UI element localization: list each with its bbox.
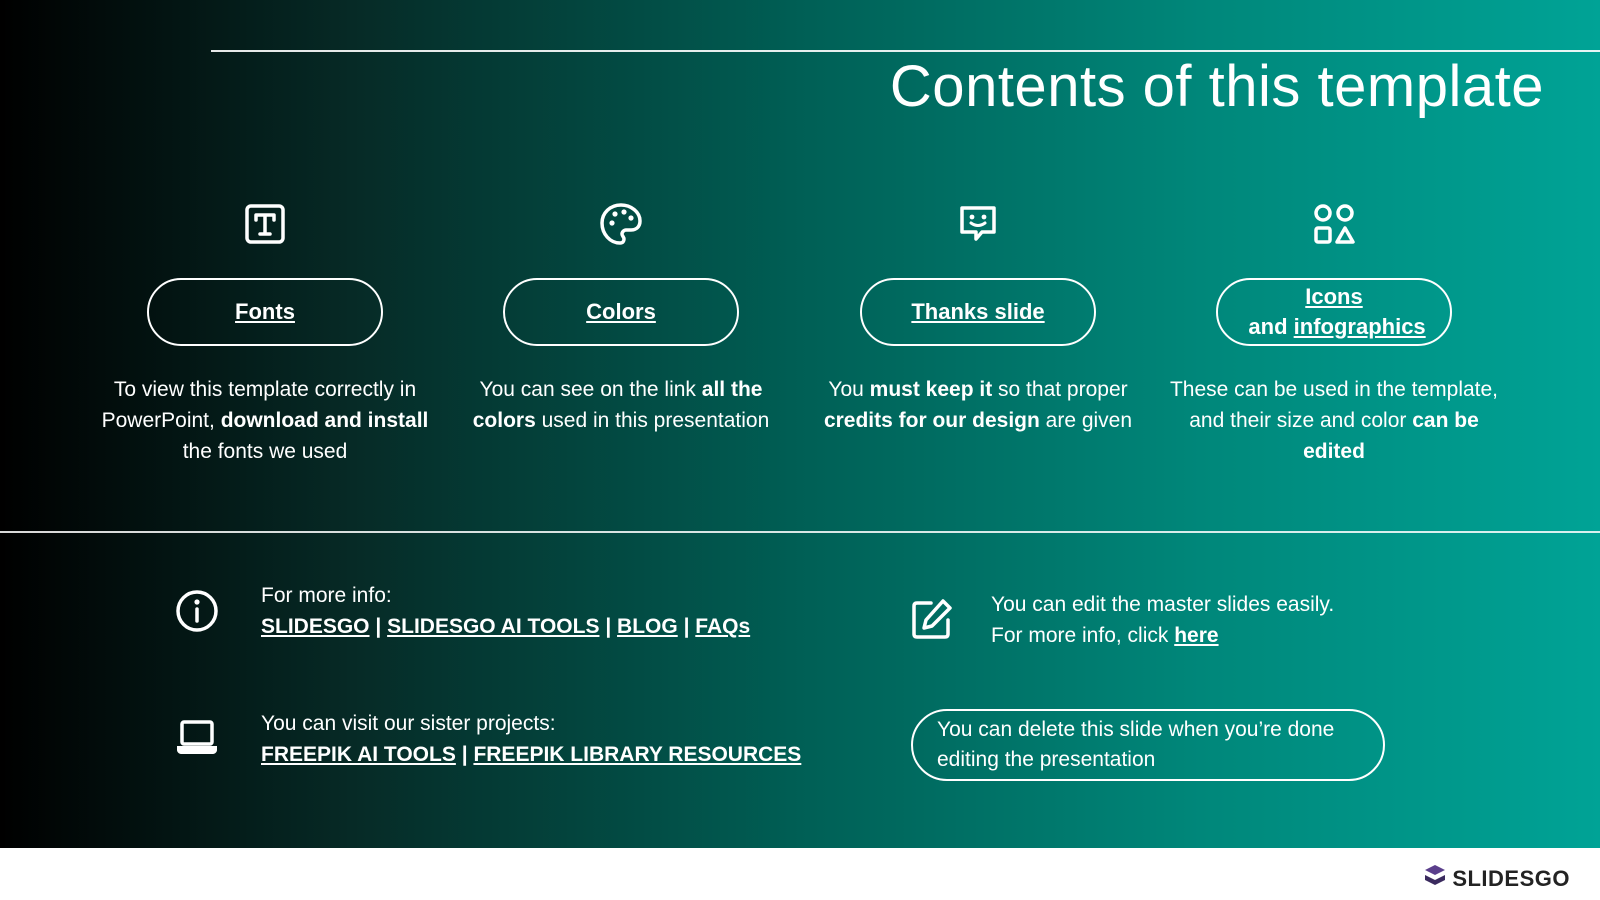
blog-link[interactable]: BLOG	[617, 615, 678, 638]
more-info-label: For more info:	[261, 584, 392, 607]
colors-link-label[interactable]: Colors	[586, 299, 656, 324]
separator: |	[461, 743, 468, 766]
laptop-icon	[174, 716, 220, 760]
here-link[interactable]: here	[1174, 624, 1219, 647]
infographics-link[interactable]: infographics	[1293, 314, 1426, 339]
fonts-link-button[interactable]	[147, 278, 383, 346]
slidesgo-logo[interactable]	[1424, 864, 1570, 894]
sister-projects-label: You can visit our sister projects:	[261, 712, 556, 735]
column-thanks	[813, 200, 1143, 436]
thanks-slide-link-label[interactable]: Thanks slide	[911, 299, 1045, 324]
sister-projects-block	[261, 708, 801, 770]
desc-text: the fonts we used	[182, 440, 348, 463]
desc-bold: can be edited	[1303, 409, 1479, 463]
desc-text: You can see on the link	[479, 378, 702, 401]
chat-smile-icon	[954, 200, 1002, 248]
page-title: Contents of this template	[889, 54, 1544, 119]
master-slides-block	[991, 589, 1334, 651]
info-icon	[174, 588, 220, 634]
shapes-icon	[1310, 200, 1358, 248]
column-icons	[1169, 200, 1499, 467]
fonts-link-label[interactable]: Fonts	[235, 299, 295, 324]
palette-icon	[597, 200, 645, 248]
freepik-library-resources-link[interactable]: FREEPIK LIBRARY RESOURCES	[473, 743, 802, 766]
freepik-ai-tools-link[interactable]: FREEPIK AI TOOLS	[261, 743, 456, 766]
icons-description	[1169, 374, 1499, 467]
faqs-link[interactable]: FAQs	[695, 615, 751, 638]
delete-slide-note	[911, 709, 1385, 781]
and-text: and	[1242, 314, 1294, 339]
separator: |	[605, 615, 612, 638]
text-icon	[241, 200, 289, 248]
more-info-block	[261, 580, 750, 642]
icons-infographics-label[interactable]	[1234, 282, 1434, 342]
more-info-links	[261, 611, 750, 642]
slidesgo-link[interactable]: SLIDESGO	[261, 615, 370, 638]
master-prefix: For more info, click	[991, 624, 1175, 647]
desc-bold: download and install	[220, 409, 429, 432]
colors-description	[456, 374, 786, 436]
slidesgo-logo-icon	[1424, 864, 1446, 894]
separator: |	[683, 615, 690, 638]
desc-bold: credits for our design	[823, 409, 1040, 432]
icons-link[interactable]: Icons	[1305, 284, 1363, 309]
desc-text: used in this presentation	[535, 409, 770, 432]
edit-icon	[909, 596, 955, 642]
desc-text: so that proper	[992, 378, 1128, 401]
column-fonts	[100, 200, 430, 467]
sister-projects-links	[261, 739, 801, 770]
top-divider	[211, 50, 1600, 52]
thanks-description	[813, 374, 1143, 436]
icons-infographics-link-button[interactable]	[1216, 278, 1452, 346]
middle-divider	[0, 531, 1600, 533]
desc-bold: all the colors	[472, 378, 763, 432]
desc-text: are given	[1039, 409, 1133, 432]
desc-text: These can be used in the template, and their size and color	[1169, 378, 1499, 432]
master-slides-line: You can edit the master slides easily.	[991, 593, 1335, 616]
desc-text: You	[828, 378, 870, 401]
thanks-slide-link-button[interactable]	[860, 278, 1096, 346]
separator: |	[375, 615, 382, 638]
master-slides-more	[991, 620, 1334, 651]
colors-link-button[interactable]	[503, 278, 739, 346]
slidesgo-logo-text: SLIDESGO	[1452, 866, 1570, 891]
delete-slide-text: You can delete this slide when you’re done editing the presentation	[937, 718, 1335, 771]
fonts-description	[100, 374, 430, 467]
column-colors	[456, 200, 786, 436]
desc-bold: must keep it	[869, 378, 993, 401]
slidesgo-ai-tools-link[interactable]: SLIDESGO AI TOOLS	[387, 615, 600, 638]
desc-text: To view this template correctly in PowerPoint,	[101, 378, 417, 432]
